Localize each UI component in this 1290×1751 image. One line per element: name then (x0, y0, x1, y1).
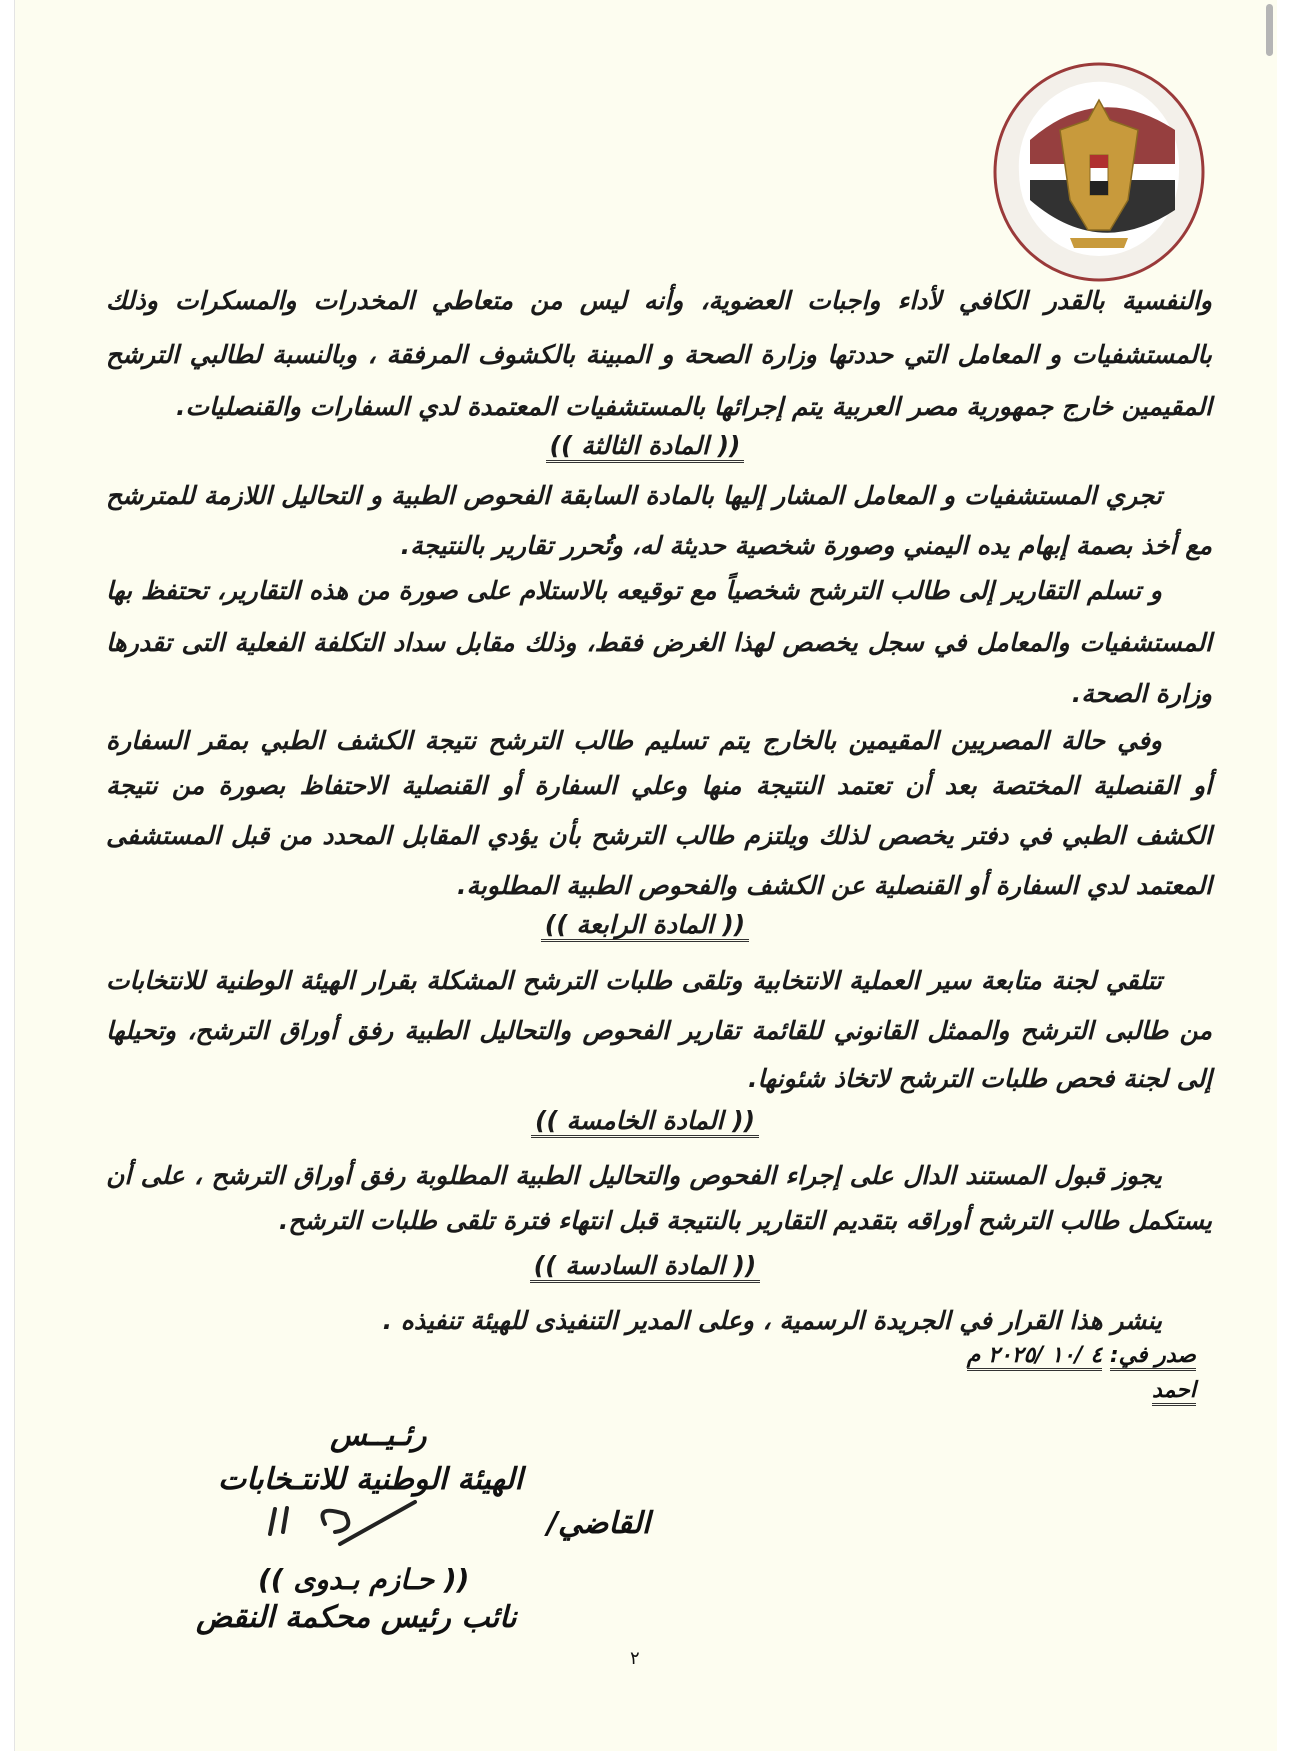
judge-label: القاضي/ (547, 1506, 651, 1541)
heading-text: (( المادة السادسة )) (530, 1251, 761, 1283)
paragraph-line: مع أخذ بصمة إبهام يده اليمني وصورة شخصية حديثة له، وتُحرر تقارير بالنتيجة. (400, 531, 1212, 560)
signature-title-authority: الهيئة الوطنية للانتـخابات (218, 1462, 523, 1497)
issued-label: صدر في: (1110, 1343, 1196, 1371)
article-6-heading (0, 1248, 1290, 1284)
scrollbar[interactable] (1266, 4, 1273, 56)
heading-text: (( المادة الخامسة )) (531, 1106, 759, 1138)
issued-date: ٤ /١٠ /٢٠٢٥ م (967, 1343, 1102, 1371)
judge-position: نائب رئيس محكمة النقض (196, 1600, 517, 1635)
paragraph-line: بالمستشفيات و المعامل التي حددتها وزارة الصحة و المبينة بالكشوف المرفقة ، وبالنسبة لطالبي الترشح (106, 340, 1212, 369)
article-5-heading (0, 1103, 1290, 1139)
signature-title-president: رئـيــس (330, 1418, 427, 1453)
paragraph-line: والنفسية بالقدر الكافي لأداء واجبات العضوية، وأنه ليس من متعاطي المخدرات والمسكرات وذلك (106, 286, 1212, 315)
clerk-name (1152, 1378, 1196, 1403)
paragraph-line: الكشف الطبي في دفتر يخصص لذلك ويلتزم طالب الترشح بأن يؤدي المقابل المحدد من قبل المستشفى (106, 821, 1212, 850)
national-election-authority-seal (990, 60, 1208, 285)
paragraph-line: تجري المستشفيات و المعامل المشار إليها بالمادة السابقة الفحوص الطبية و التحاليل اللازمة للمترشح (106, 481, 1162, 510)
issue-date (967, 1343, 1196, 1368)
heading-text: (( المادة الرابعة )) (541, 910, 749, 942)
paragraph-line: المعتمد لدي السفارة أو القنصلية عن الكشف والفحوص الطبية المطلوبة. (456, 871, 1212, 900)
paragraph-line: يستكمل طالب الترشح أوراقه بتقديم التقارير بالنتيجة قبل انتهاء فترة تلقى طلبات الترشح. (278, 1206, 1212, 1235)
paragraph-line: تتلقي لجنة متابعة سير العملية الانتخابية وتلقى طلبات الترشح المشكلة بقرار الهيئة الوطنية للانتخابات (106, 966, 1162, 995)
paragraph-line: المقيمين خارج جمهورية مصر العربية يتم إجرائها بالمستشفيات المعتمدة لدي السفارات والقنصليات. (176, 392, 1212, 421)
paragraph-line: ينشر هذا القرار في الجريدة الرسمية ، وعلى المدير التنفيذى للهيئة تنفيذه . (382, 1306, 1162, 1335)
judge-name: (( حـازم بـدوى )) (258, 1563, 470, 1596)
paragraph-line: و تسلم التقارير إلى طالب الترشح شخصياً مع توقيعه بالاستلام على صورة من هذه التقارير، تحتفظ بها (106, 576, 1162, 605)
paragraph-line: إلى لجنة فحص طلبات الترشح لاتخاذ شئونها. (747, 1064, 1212, 1093)
heading-text: (( المادة الثالثة )) (546, 431, 745, 463)
paragraph-line: من طالبى الترشح والممثل القانوني للقائمة تقارير الفحوص والتحاليل الطبية رفق أوراق الترشح، وتحيلها (106, 1016, 1212, 1045)
handwritten-signature (255, 1494, 465, 1558)
article-3-heading (0, 428, 1290, 464)
clerk-name-text: احمد (1152, 1378, 1196, 1406)
page-number: ٢ (630, 1648, 640, 1669)
paragraph-line: وفي حالة المصريين المقيمين بالخارج يتم تسليم طالب الترشح نتيجة الكشف الطبي بمقر السفارة (106, 726, 1162, 755)
article-4-heading (0, 907, 1290, 943)
paragraph-line: أو القنصلية المختصة بعد أن تعتمد النتيجة منها وعلي السفارة أو القنصلية الاحتفاظ بصورة من نتيجة (106, 771, 1212, 800)
paragraph-line: يجوز قبول المستند الدال على إجراء الفحوص والتحاليل الطبية المطلوبة رفق أوراق الترشح ، على أن (106, 1161, 1162, 1190)
paragraph-line: المستشفيات والمعامل في سجل يخصص لهذا الغرض فقط، وذلك مقابل سداد التكلفة الفعلية التى تقدرها (106, 628, 1212, 657)
paragraph-line: وزارة الصحة. (1071, 679, 1212, 708)
